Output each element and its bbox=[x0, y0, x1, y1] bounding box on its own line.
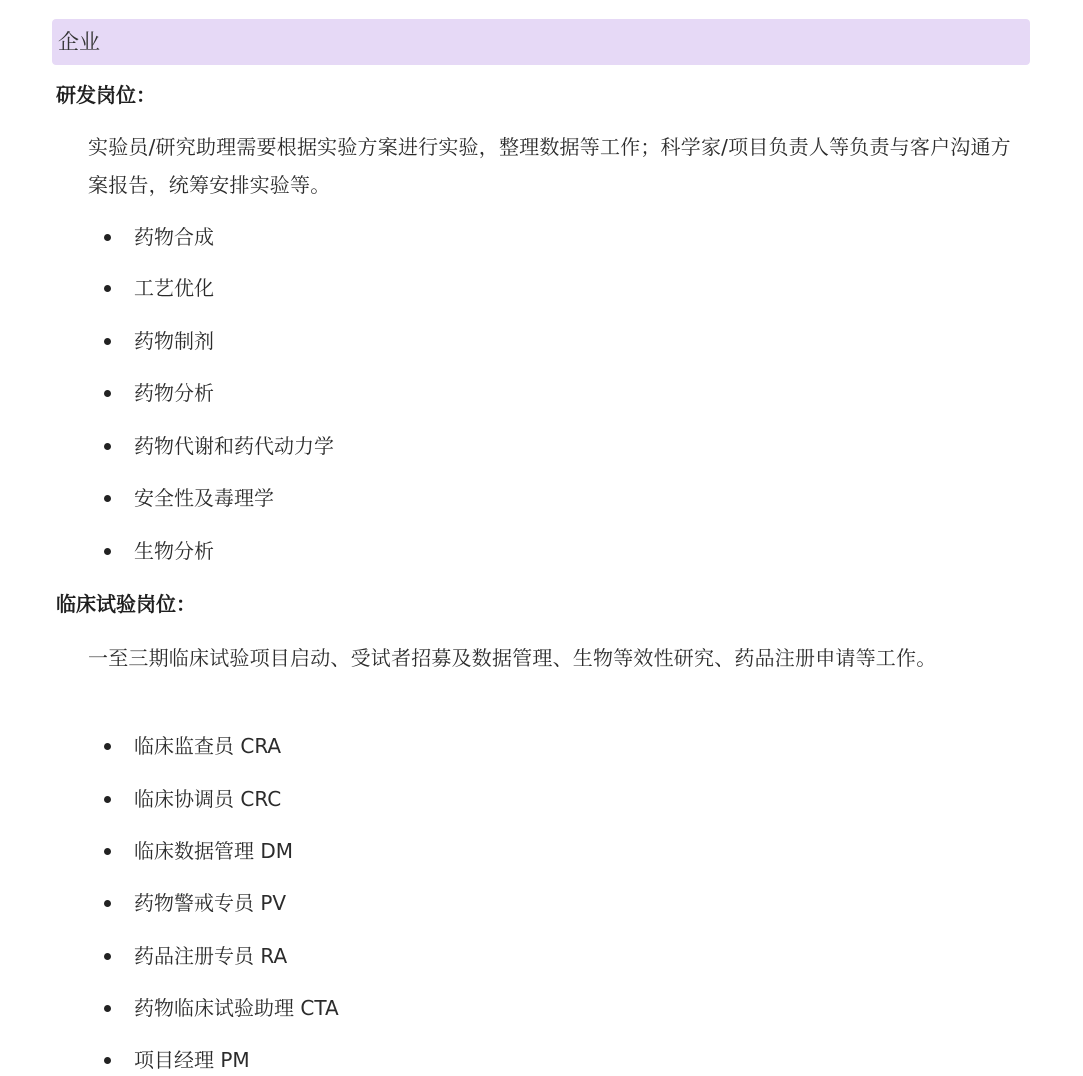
bullet-dot-icon bbox=[104, 338, 111, 345]
banner-title: 企业 bbox=[58, 30, 100, 54]
list-item-label: 药物制剂 bbox=[134, 329, 214, 353]
list-item-label: 生物分析 bbox=[134, 539, 214, 563]
list-item-label: 安全性及毒理学 bbox=[134, 486, 274, 510]
section-banner bbox=[52, 19, 1030, 65]
bullet-dot-icon bbox=[104, 743, 111, 750]
list-item-label: 临床数据管理 DM bbox=[134, 839, 294, 863]
list-item-label: 临床监查员 CRA bbox=[134, 734, 282, 758]
bullet-dot-icon bbox=[104, 848, 111, 855]
section-heading-rd: 研发岗位： bbox=[56, 83, 156, 107]
list-item-label: 项目经理 PM bbox=[134, 1048, 250, 1072]
bullet-dot-icon bbox=[104, 285, 111, 292]
bullet-dot-icon bbox=[104, 495, 111, 502]
list-item-label: 药品注册专员 RA bbox=[134, 944, 288, 968]
bullet-dot-icon bbox=[104, 1057, 111, 1064]
list-item-label: 药物代谢和药代动力学 bbox=[134, 434, 334, 458]
list-item-label: 临床协调员 CRC bbox=[134, 787, 282, 811]
bullet-dot-icon bbox=[104, 900, 111, 907]
bullet-dot-icon bbox=[104, 443, 111, 450]
bullet-dot-icon bbox=[104, 1005, 111, 1012]
bullet-dot-icon bbox=[104, 390, 111, 397]
list-item-label: 药物警戒专员 PV bbox=[134, 891, 287, 915]
bullet-dot-icon bbox=[104, 234, 111, 241]
section-heading-clinical: 临床试验岗位： bbox=[56, 592, 196, 616]
list-item-label: 药物临床试验助理 CTA bbox=[134, 996, 339, 1020]
bullet-dot-icon bbox=[104, 796, 111, 803]
list-item-label: 工艺优化 bbox=[134, 276, 214, 300]
list-item-label: 药物合成 bbox=[134, 225, 214, 249]
bullet-dot-icon bbox=[104, 548, 111, 555]
section-description-clinical: 一至三期临床试验项目启动、受试者招募及数据管理、生物等效性研究、药品注册申请等工作。 bbox=[88, 646, 937, 670]
section-description-rd: 实验员/研究助理需要根据实验方案进行实验，整理数据等工作；科学家/项目负责人等负责与客户沟通方案报告，统筹安排实验等。 bbox=[88, 135, 1011, 197]
list-item-label: 药物分析 bbox=[134, 381, 214, 405]
bullet-dot-icon bbox=[104, 953, 111, 960]
